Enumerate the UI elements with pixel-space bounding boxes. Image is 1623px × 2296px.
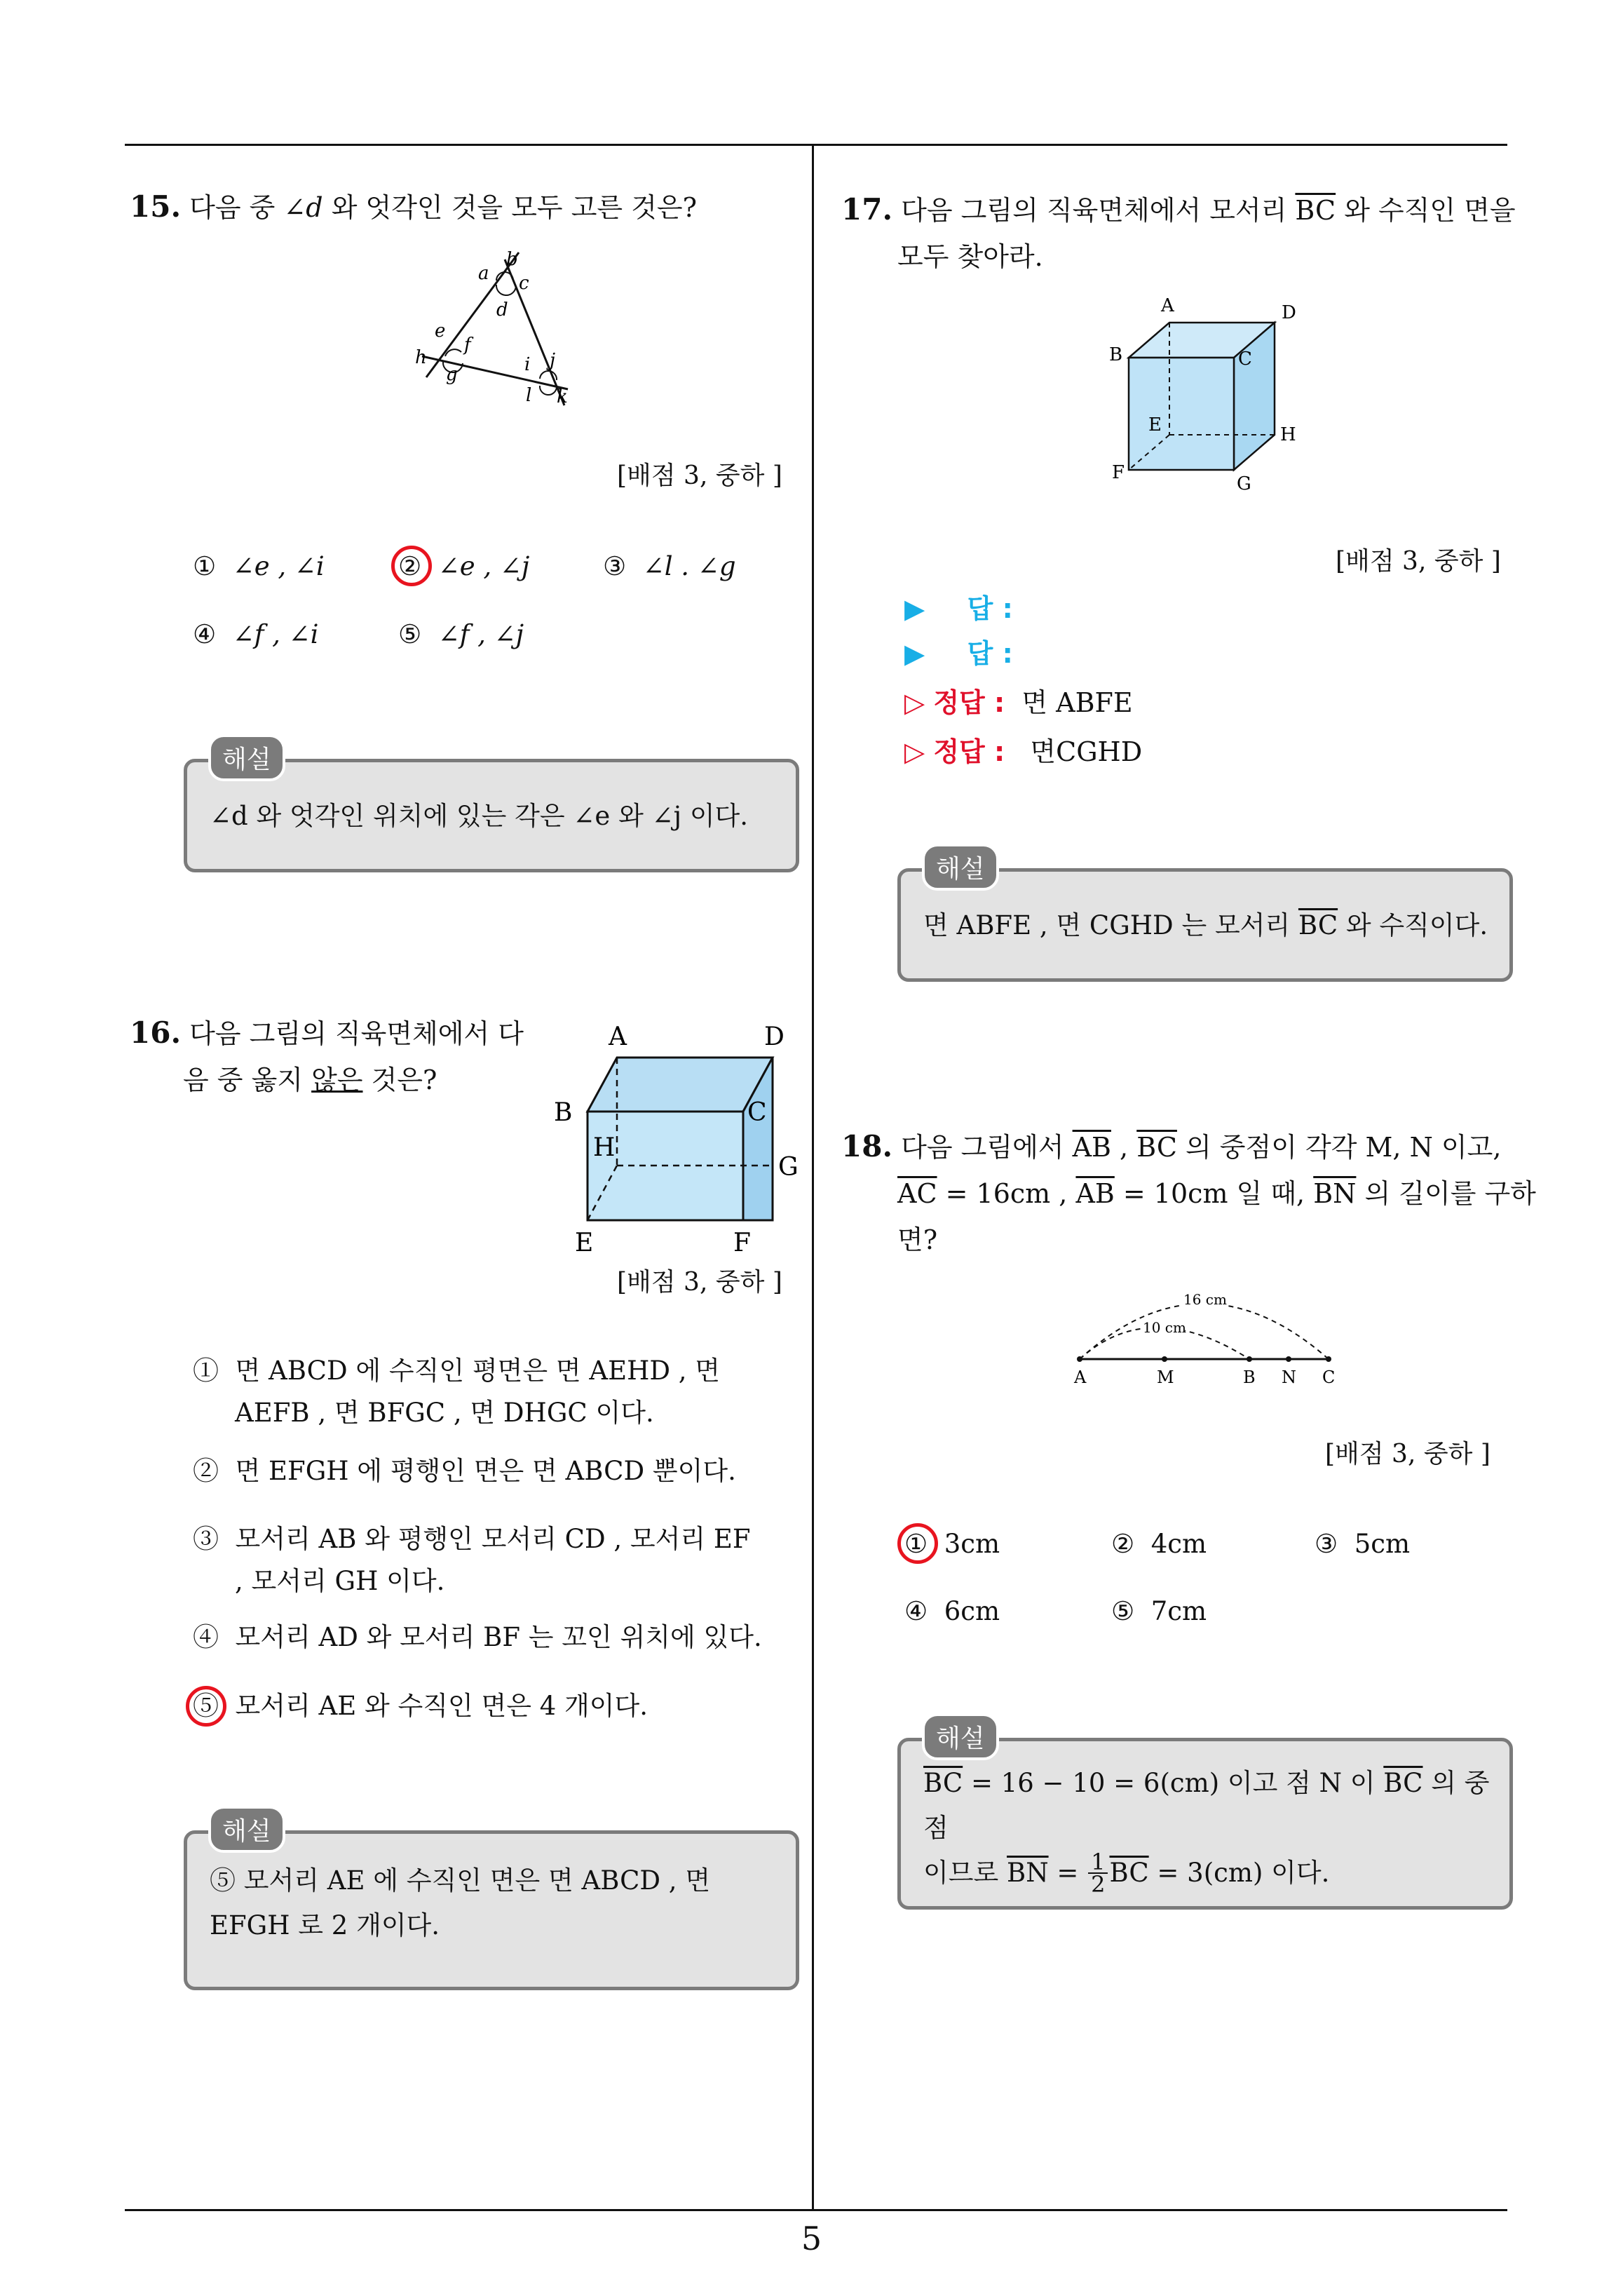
choice-text-line2: , 모서리 GH 이다. bbox=[235, 1566, 445, 1596]
q18-text: 의 중점이 각각 M, N 이고, bbox=[1176, 1132, 1502, 1163]
sol-text: 이므로 bbox=[923, 1858, 999, 1888]
q15-solution-box bbox=[184, 745, 799, 872]
q17-text-pre: 다음 그림의 직육면체에서 모서리 bbox=[901, 195, 1296, 226]
q16-text-line2-pre: 음 중 옳지 bbox=[183, 1065, 312, 1095]
q16-solution-text bbox=[210, 1858, 777, 1948]
label-a: a bbox=[478, 263, 489, 284]
choice-text: 모서리 AD 와 모서리 BF 는 꼬인 위치에 있다. bbox=[235, 1622, 762, 1652]
choice-text: ∠l . ∠g bbox=[642, 551, 736, 581]
choice-text: 모서리 AB 와 평행인 모서리 CD , 모서리 EF bbox=[235, 1524, 751, 1554]
q15-choice-4[interactable] bbox=[193, 614, 319, 656]
choice-num: ④ bbox=[193, 619, 217, 649]
q18-choice-5[interactable] bbox=[1111, 1591, 1207, 1633]
choice-num: ① bbox=[193, 1356, 219, 1386]
q18-seg: $\overline{BN}$ bbox=[1313, 1178, 1357, 1209]
q18-seg: $\overline{BC}$ bbox=[1136, 1132, 1177, 1163]
q18-choice-3[interactable] bbox=[1315, 1523, 1410, 1565]
q18-text: = 16cm , bbox=[937, 1178, 1076, 1209]
q17-label-G: G bbox=[1237, 473, 1251, 494]
q18-solution-box bbox=[897, 1724, 1513, 1910]
q18-meta: [배점 3, 중하 ] bbox=[1325, 1440, 1490, 1468]
label-k: k bbox=[557, 386, 568, 407]
choice-text: 5cm bbox=[1354, 1529, 1411, 1559]
q17-solution-tag: 해설 bbox=[922, 844, 999, 891]
q17-cuboid-figure bbox=[1108, 295, 1311, 498]
q17-meta: [배점 3, 중하 ] bbox=[1336, 547, 1501, 576]
sol-text: 의 중점 bbox=[923, 1768, 1490, 1843]
sol-fraction bbox=[1088, 1849, 1108, 1898]
play-icon: ▶ bbox=[904, 593, 925, 624]
sol-seg: $\overline{BN}$ bbox=[1007, 1858, 1049, 1888]
big-arc-label: 16 cm bbox=[1183, 1291, 1227, 1308]
q17-correct-row-2 bbox=[904, 729, 1142, 774]
q18-solution-text bbox=[923, 1761, 1498, 1896]
choice-num: ③ bbox=[603, 551, 627, 581]
q17-label-D: D bbox=[1282, 302, 1296, 323]
q17-label-B: B bbox=[1109, 344, 1123, 365]
choice-text: 7cm bbox=[1150, 1596, 1207, 1626]
q15-angle-figure bbox=[407, 245, 589, 414]
point-A: A bbox=[1074, 1368, 1087, 1387]
choice-num: ① bbox=[193, 551, 217, 581]
q18-seg: $\overline{AB}$ bbox=[1075, 1178, 1115, 1209]
q17-label-F: F bbox=[1112, 462, 1125, 483]
q15-angle: ∠d bbox=[283, 192, 323, 223]
q18-seg: $\overline{AC}$ bbox=[897, 1178, 937, 1209]
choice-text: ∠f , ∠j bbox=[437, 619, 524, 649]
q15-meta: [배점 3, 중하 ] bbox=[617, 461, 782, 490]
choice-text: ∠e , ∠i bbox=[232, 551, 325, 581]
q17-label-E: E bbox=[1148, 414, 1162, 435]
q16-choice-1[interactable] bbox=[193, 1350, 796, 1434]
label-b: b bbox=[506, 249, 518, 270]
cuboid-label-A: A bbox=[609, 1022, 627, 1051]
correct-answer: 면 ABFE bbox=[1021, 687, 1133, 718]
correct-label: 정답 : bbox=[933, 736, 1005, 767]
sol-text: = bbox=[1048, 1858, 1087, 1888]
hollow-play-icon: ▷ bbox=[904, 736, 925, 767]
sol-seg: $\overline{BC}$ bbox=[1109, 1858, 1149, 1888]
choice-text: 4cm bbox=[1150, 1529, 1207, 1559]
label-c: c bbox=[519, 273, 529, 294]
q17-number: 17. bbox=[841, 192, 893, 227]
q16-text-line2-underlined: 않은 bbox=[311, 1065, 363, 1095]
page-number: 5 bbox=[801, 2220, 822, 2257]
fraction-numerator: 1 bbox=[1088, 1851, 1108, 1874]
sol-seg: $\overline{BC}$ bbox=[923, 1768, 963, 1798]
choice-num: ② bbox=[193, 1456, 219, 1486]
choice-num: ③ bbox=[1315, 1529, 1338, 1559]
q17-question bbox=[841, 187, 1516, 280]
q18-text: = 10cm 일 때, bbox=[1114, 1178, 1314, 1209]
choice-text: 3cm bbox=[944, 1529, 1000, 1559]
q15-answer-circle-mark bbox=[391, 546, 432, 586]
cuboid-label-D: D bbox=[764, 1022, 785, 1051]
cuboid-label-F: F bbox=[733, 1229, 751, 1257]
q15-choice-5[interactable] bbox=[398, 614, 524, 656]
hollow-play-icon: ▷ bbox=[904, 687, 925, 718]
column-divider bbox=[812, 144, 814, 2211]
q18-text: , bbox=[1111, 1132, 1137, 1163]
cuboid-label-C: C bbox=[747, 1098, 767, 1127]
choice-num: ③ bbox=[193, 1524, 219, 1554]
q16-solution-line1: ⑤ 모서리 AE 에 수직인 면은 면 ABCD , 면 bbox=[210, 1865, 711, 1896]
choice-text: ∠f , ∠i bbox=[232, 619, 319, 649]
q15-text-post: 와 엇각인 것을 모두 고른 것은? bbox=[322, 192, 697, 223]
answer-label: 답 : bbox=[967, 593, 1013, 624]
q16-text-line1: 다음 그림의 직육면체에서 다 bbox=[189, 1018, 524, 1049]
q17-text-post: 와 수직인 면을 bbox=[1336, 195, 1516, 226]
label-d: d bbox=[496, 299, 508, 320]
q17-correct-row-1 bbox=[904, 680, 1133, 725]
choice-text: ∠e , ∠j bbox=[437, 551, 530, 581]
top-rule bbox=[125, 144, 1507, 146]
point-N: N bbox=[1282, 1368, 1296, 1387]
choice-num: ⑤ bbox=[1111, 1596, 1135, 1626]
q16-solution-box bbox=[184, 1817, 799, 1990]
choice-num: ⑤ bbox=[193, 1691, 219, 1721]
q15-question bbox=[130, 184, 697, 231]
q17-solution-box bbox=[897, 855, 1513, 982]
answer-label: 답 : bbox=[967, 638, 1013, 669]
bottom-rule bbox=[125, 2209, 1507, 2211]
q18-text-line3: 면? bbox=[897, 1224, 938, 1255]
sol-text: = 3(cm) 이다. bbox=[1148, 1858, 1330, 1888]
point-M: M bbox=[1157, 1368, 1174, 1387]
small-arc-label: 10 cm bbox=[1143, 1319, 1186, 1336]
q16-number: 16. bbox=[130, 1015, 182, 1050]
cuboid-label-E: E bbox=[575, 1229, 594, 1257]
q15-number: 15. bbox=[130, 189, 182, 224]
choice-num: ④ bbox=[904, 1596, 928, 1626]
correct-answer: 면CGHD bbox=[1030, 736, 1143, 767]
q17-answer-row-2 bbox=[904, 631, 1013, 676]
q17-answer-row-1 bbox=[904, 586, 1013, 631]
q16-choice-3[interactable] bbox=[193, 1518, 796, 1602]
choice-text: 면 EFGH 에 평행인 면은 면 ABCD 뿐이다. bbox=[235, 1456, 736, 1486]
choice-num: ⑤ bbox=[398, 619, 422, 649]
play-icon: ▶ bbox=[904, 638, 925, 669]
q16-meta: [배점 3, 중하 ] bbox=[617, 1268, 782, 1297]
label-i: i bbox=[524, 354, 531, 375]
q18-choice-4[interactable] bbox=[904, 1591, 1000, 1633]
sol-edge: $\overline{BC}$ bbox=[1298, 910, 1338, 940]
cuboid-label-B: B bbox=[554, 1098, 573, 1127]
point-B: B bbox=[1243, 1368, 1256, 1387]
label-f: f bbox=[464, 335, 471, 356]
label-l: l bbox=[526, 385, 532, 406]
cuboid-label-G: G bbox=[778, 1153, 799, 1182]
q15-solution-text: ∠d 와 엇각인 위치에 있는 각은 ∠e 와 ∠j 이다. bbox=[210, 801, 749, 831]
sol-text-pre: 면 ABFE , 면 CGHD 는 모서리 bbox=[923, 910, 1298, 940]
q17-edge: $\overline{BC}$ bbox=[1295, 195, 1336, 226]
q15-choice-1[interactable] bbox=[193, 546, 325, 588]
q17-solution-text bbox=[923, 903, 1488, 948]
q16-answer-circle-mark bbox=[186, 1686, 226, 1727]
q18-number: 18. bbox=[841, 1129, 893, 1163]
q17-text-line2: 모두 찾아라. bbox=[897, 241, 1043, 272]
q17-label-A: A bbox=[1161, 295, 1174, 316]
q16-question bbox=[130, 1010, 524, 1103]
choice-num: ② bbox=[398, 551, 422, 581]
label-e: e bbox=[435, 320, 446, 342]
q18-solution-tag: 해설 bbox=[922, 1713, 999, 1760]
choice-text-line2: AEFB , 면 BFGC , 면 DHGC 이다. bbox=[235, 1398, 654, 1428]
label-g: g bbox=[446, 364, 458, 385]
q18-answer-circle-mark bbox=[897, 1523, 938, 1564]
cuboid-label-H: H bbox=[593, 1133, 616, 1162]
point-C: C bbox=[1322, 1368, 1336, 1387]
q16-solution-line2: EFGH 로 2 개이다. bbox=[210, 1910, 440, 1940]
q16-text-line2-post: 것은? bbox=[362, 1065, 437, 1095]
choice-num: ② bbox=[1111, 1529, 1135, 1559]
q18-seg: $\overline{AB}$ bbox=[1072, 1132, 1111, 1163]
sol-text-post: 와 수직이다. bbox=[1338, 910, 1488, 940]
q16-choice-5[interactable] bbox=[193, 1685, 796, 1727]
sol-seg: $\overline{BC}$ bbox=[1383, 1768, 1423, 1798]
q18-choice-2[interactable] bbox=[1111, 1523, 1207, 1565]
label-h: h bbox=[415, 347, 427, 368]
q15-solution-tag: 해설 bbox=[208, 734, 285, 781]
choice-num: ④ bbox=[193, 1622, 219, 1652]
q17-label-H: H bbox=[1280, 424, 1296, 445]
q16-solution-tag: 해설 bbox=[208, 1806, 285, 1853]
choice-text: 모서리 AE 와 수직인 면은 4 개이다. bbox=[235, 1691, 648, 1721]
choice-num: ① bbox=[904, 1529, 928, 1559]
q15-choice-3[interactable] bbox=[603, 546, 736, 588]
q16-choice-2[interactable] bbox=[193, 1450, 796, 1492]
q18-segment-figure bbox=[1066, 1269, 1346, 1396]
q18-text: 다음 그림에서 bbox=[901, 1132, 1073, 1163]
q17-label-C: C bbox=[1238, 349, 1252, 370]
q18-question bbox=[841, 1123, 1536, 1263]
q16-choice-4[interactable] bbox=[193, 1616, 796, 1659]
choice-text: 면 ABCD 에 수직인 평면은 면 AEHD , 면 bbox=[235, 1356, 721, 1386]
label-j: j bbox=[550, 350, 556, 371]
q18-text: 의 길이를 구하 bbox=[1356, 1178, 1536, 1209]
q15-text-pre: 다음 중 bbox=[189, 192, 284, 223]
fraction-denominator: 2 bbox=[1091, 1871, 1106, 1898]
choice-text: 6cm bbox=[944, 1596, 1000, 1626]
sol-text: = 16 − 10 = 6(cm) 이고 점 N 이 bbox=[963, 1768, 1384, 1798]
q16-cuboid-figure bbox=[554, 1017, 806, 1269]
correct-label: 정답 : bbox=[933, 687, 1005, 718]
